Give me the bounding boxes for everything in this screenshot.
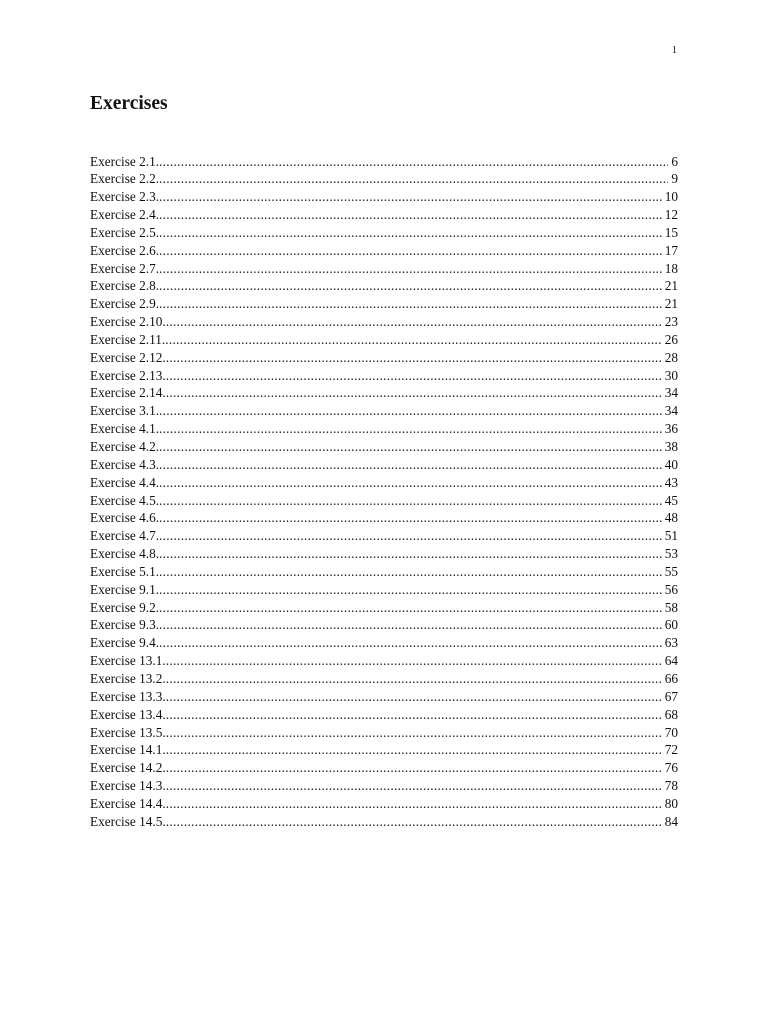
toc-entry — [90, 260, 678, 278]
toc-entry-page-number: 66 — [664, 670, 678, 686]
toc-entry-page-number: 23 — [664, 314, 678, 330]
toc-entry-page-number: 60 — [664, 617, 678, 633]
toc-entry — [90, 724, 678, 742]
toc-entry-page-number: 45 — [664, 492, 678, 508]
toc-entry — [90, 402, 678, 420]
toc-entry — [90, 616, 678, 634]
toc-dot-leader — [166, 384, 662, 402]
toc-dot-leader — [166, 777, 662, 795]
toc-entry — [90, 384, 678, 402]
toc-entry — [90, 331, 678, 349]
toc-dot-leader — [166, 670, 662, 688]
toc-entry-label: Exercise 4.4. — [90, 474, 160, 490]
toc-dot-leader — [166, 349, 662, 367]
toc-entry-label: Exercise 13.3. — [90, 688, 166, 704]
toc-dot-leader — [166, 688, 662, 706]
toc-entry-label: Exercise 14.4. — [90, 795, 166, 811]
toc-entry-page-number: 55 — [664, 563, 678, 579]
toc-entry-label: Exercise 9.4. — [90, 635, 160, 651]
toc-entry-label: Exercise 4.2. — [90, 439, 160, 454]
toc-dot-leader — [159, 206, 662, 224]
toc-entry-label: Exercise 2.10. — [90, 314, 166, 330]
toc-entry-page-number: 21 — [664, 278, 678, 294]
toc-entry-label: Exercise 2.8. — [90, 278, 160, 294]
toc-dot-leader — [166, 795, 662, 813]
toc-dot-leader — [159, 599, 662, 617]
toc-entry-page-number: 51 — [664, 528, 678, 544]
toc-entry — [90, 492, 678, 510]
toc-entry-page-number: 72 — [664, 742, 678, 758]
toc-entry-page-number: 43 — [664, 474, 678, 490]
toc-entry-label: Exercise 14.5. — [90, 813, 166, 829]
toc-entry-label: Exercise 2.1. — [90, 153, 160, 169]
toc-entry-label: Exercise 2.7. — [90, 260, 160, 276]
toc-entry-page-number: 12 — [664, 207, 678, 223]
toc-dot-leader — [159, 260, 662, 278]
toc-entry-page-number: 80 — [664, 795, 678, 811]
toc-dot-leader — [159, 224, 662, 242]
toc-dot-leader — [159, 402, 662, 420]
toc-entry-label: Exercise 9.3. — [90, 617, 160, 633]
toc-entry-label: Exercise 2.12. — [90, 349, 166, 365]
toc-entry — [90, 153, 678, 171]
toc-dot-leader — [159, 277, 662, 295]
toc-dot-leader — [159, 420, 662, 438]
toc-entry — [90, 581, 678, 599]
page-number: 1 — [672, 45, 677, 56]
toc-entry-page-number: 78 — [664, 778, 678, 794]
toc-dot-leader — [166, 759, 662, 777]
toc-dot-leader — [159, 634, 662, 652]
toc-entry — [90, 474, 678, 492]
toc-dot-leader — [159, 509, 662, 527]
toc-entry — [90, 599, 678, 617]
toc-entry — [90, 706, 678, 724]
toc-entry-label: Exercise 9.2. — [90, 599, 160, 615]
toc-entry-page-number: 34 — [664, 385, 678, 401]
toc-entry-page-number: 17 — [664, 242, 678, 258]
toc-dot-leader — [159, 492, 662, 510]
table-of-contents — [90, 153, 678, 831]
toc-entry-label: Exercise 4.5. — [90, 492, 160, 508]
toc-entry-label: Exercise 14.2. — [90, 760, 166, 776]
toc-entry-label: Exercise 9.1. — [90, 581, 160, 597]
toc-entry-label: Exercise 13.2. — [90, 670, 166, 686]
toc-entry-label: Exercise 2.4. — [90, 207, 160, 223]
toc-entry — [90, 438, 678, 456]
toc-entry-page-number: 18 — [664, 260, 678, 276]
toc-dot-leader — [166, 813, 662, 831]
toc-entry-label: Exercise 14.1. — [90, 742, 166, 758]
toc-entry-page-number: 38 — [664, 439, 678, 454]
toc-entry — [90, 456, 678, 474]
toc-dot-leader — [165, 331, 662, 349]
toc-entry — [90, 777, 678, 795]
toc-dot-leader — [159, 170, 668, 188]
toc-entry-page-number: 76 — [664, 760, 678, 776]
toc-entry — [90, 420, 678, 438]
toc-entry-page-number: 56 — [664, 581, 678, 597]
toc-entry-page-number: 21 — [664, 296, 678, 312]
toc-entry — [90, 277, 678, 295]
toc-entry-label: Exercise 14.3. — [90, 778, 166, 794]
toc-dot-leader — [166, 313, 662, 331]
toc-entry-page-number: 70 — [664, 724, 678, 740]
toc-entry-page-number: 64 — [664, 653, 678, 669]
toc-entry-page-number: 28 — [664, 349, 678, 365]
toc-entry-page-number: 84 — [664, 813, 678, 829]
toc-entry-label: Exercise 2.3. — [90, 189, 160, 205]
toc-entry-label: Exercise 4.1. — [90, 421, 160, 437]
toc-entry-label: Exercise 2.2. — [90, 171, 160, 187]
toc-entry — [90, 634, 678, 652]
toc-entry-label: Exercise 5.1. — [90, 563, 160, 579]
toc-dot-leader — [159, 242, 662, 260]
toc-entry-page-number: 30 — [664, 367, 678, 383]
toc-dot-leader — [159, 527, 662, 545]
toc-dot-leader — [159, 153, 668, 171]
toc-entry-label: Exercise 13.4. — [90, 706, 166, 722]
toc-entry — [90, 349, 678, 367]
toc-entry-label: Exercise 2.6. — [90, 242, 160, 258]
toc-entry-page-number: 68 — [664, 706, 678, 722]
toc-entry-label: Exercise 2.11. — [90, 331, 166, 347]
toc-entry-page-number: 67 — [664, 688, 678, 704]
toc-entry — [90, 652, 678, 670]
toc-entry-page-number: 40 — [664, 456, 678, 472]
toc-entry — [90, 188, 678, 206]
toc-entry-page-number: 15 — [664, 224, 678, 240]
toc-entry — [90, 688, 678, 706]
toc-entry-label: Exercise 13.5. — [90, 724, 166, 740]
toc-entry — [90, 295, 678, 313]
toc-entry — [90, 242, 678, 260]
toc-dot-leader — [159, 563, 662, 581]
toc-entry — [90, 759, 678, 777]
toc-entry — [90, 741, 678, 759]
toc-entry-page-number: 36 — [664, 421, 678, 437]
toc-entry — [90, 313, 678, 331]
toc-entry-page-number: 53 — [664, 546, 678, 562]
toc-dot-leader — [166, 652, 662, 670]
toc-entry — [90, 367, 678, 385]
toc-entry — [90, 170, 678, 188]
toc-entry — [90, 224, 678, 242]
toc-entry — [90, 670, 678, 688]
toc-entry-page-number: 26 — [664, 331, 678, 347]
toc-dot-leader — [159, 474, 662, 492]
toc-entry-label: Exercise 2.14. — [90, 385, 166, 401]
toc-entry-page-number: 10 — [664, 189, 678, 205]
toc-entry-page-number: 58 — [664, 599, 678, 615]
toc-entry-label: Exercise 3.1. — [90, 403, 160, 419]
toc-dot-leader — [159, 616, 662, 634]
toc-entry — [90, 509, 678, 527]
toc-entry-page-number: 34 — [664, 403, 678, 419]
toc-dot-leader — [166, 724, 662, 742]
toc-dot-leader — [159, 545, 662, 563]
toc-entry — [90, 795, 678, 813]
toc-entry — [90, 545, 678, 563]
toc-dot-leader — [159, 438, 662, 456]
toc-dot-leader — [159, 188, 662, 206]
toc-entry-label: Exercise 4.8. — [90, 546, 160, 562]
toc-entry — [90, 563, 678, 581]
toc-entry — [90, 813, 678, 831]
toc-entry-label: Exercise 4.7. — [90, 528, 160, 544]
toc-dot-leader — [159, 581, 662, 599]
toc-entry-label: Exercise 2.9. — [90, 296, 160, 312]
toc-dot-leader — [166, 367, 662, 385]
toc-dot-leader — [166, 706, 662, 724]
toc-entry-label: Exercise 2.13. — [90, 367, 166, 383]
toc-entry — [90, 206, 678, 224]
toc-entry-page-number: 63 — [664, 635, 678, 651]
page-title: Exercises — [90, 93, 168, 114]
toc-dot-leader — [166, 741, 662, 759]
toc-entry-page-number: 48 — [664, 510, 678, 526]
toc-entry-label: Exercise 4.3. — [90, 456, 160, 472]
toc-entry-label: Exercise 13.1. — [90, 653, 166, 669]
toc-dot-leader — [159, 456, 662, 474]
toc-dot-leader — [159, 295, 662, 313]
toc-entry-page-number: 6 — [671, 153, 678, 169]
toc-entry-page-number: 9 — [671, 171, 678, 187]
toc-entry-label: Exercise 4.6. — [90, 510, 160, 526]
toc-entry — [90, 527, 678, 545]
toc-entry-label: Exercise 2.5. — [90, 224, 160, 240]
